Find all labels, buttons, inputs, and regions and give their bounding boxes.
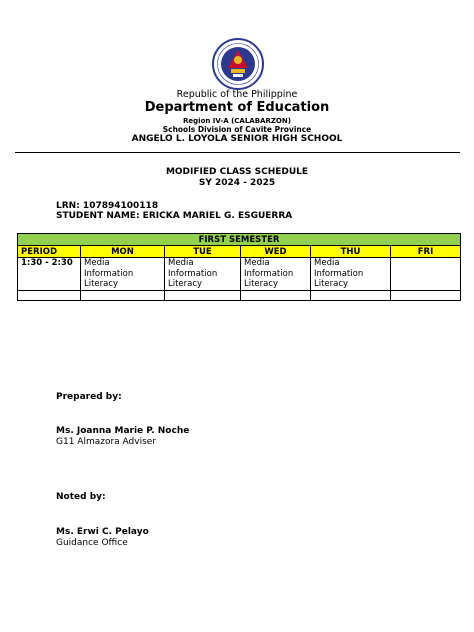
schedule-table xyxy=(17,233,461,301)
column-header-period: PERIOD xyxy=(18,246,81,258)
column-header-thu: THU xyxy=(311,246,391,258)
table-row xyxy=(18,291,461,301)
prepared-by-name: Ms. Joanna Marie P. Noche xyxy=(56,426,190,436)
thu-cell: Media Information Literacy xyxy=(311,258,391,291)
division-line: Schools Division of Cavite Province xyxy=(162,125,312,134)
fri-cell xyxy=(391,258,461,291)
deped-seal-icon xyxy=(212,38,264,90)
column-header-fri: FRI xyxy=(391,246,461,258)
student-name: STUDENT NAME: ERICKA MARIEL G. ESGUERRA xyxy=(56,211,293,221)
wed-cell: Media Information Literacy xyxy=(241,258,311,291)
document-title: MODIFIED CLASS SCHEDULE xyxy=(165,167,309,177)
semester-header: FIRST SEMESTER xyxy=(18,234,461,246)
period-cell: 1:30 - 2:30 xyxy=(18,258,81,291)
mon-cell: Media Information Literacy xyxy=(81,258,165,291)
column-header-tue: TUE xyxy=(165,246,241,258)
prepared-by-label: Prepared by: xyxy=(56,392,122,402)
department-title: Department of Education xyxy=(144,100,330,115)
header-divider xyxy=(15,152,460,153)
prepared-by-role: G11 Almazora Adviser xyxy=(56,437,156,447)
noted-by-role: Guidance Office xyxy=(56,538,128,548)
table-row xyxy=(18,258,461,291)
school-name: ANGELO L. LOYOLA SENIOR HIGH SCHOOL xyxy=(131,134,343,144)
noted-by-label: Noted by: xyxy=(56,492,106,502)
region-line: Region IV-A (CALABARZON) xyxy=(183,117,291,125)
republic-line: Republic of the Philippine xyxy=(176,89,298,100)
column-header-wed: WED xyxy=(241,246,311,258)
school-year: SY 2024 - 2025 xyxy=(198,178,276,188)
tue-cell: Media Information Literacy xyxy=(165,258,241,291)
student-lrn: LRN: 107894100118 xyxy=(56,201,159,211)
column-header-mon: MON xyxy=(81,246,165,258)
noted-by-name: Ms. Erwi C. Pelayo xyxy=(56,527,149,537)
